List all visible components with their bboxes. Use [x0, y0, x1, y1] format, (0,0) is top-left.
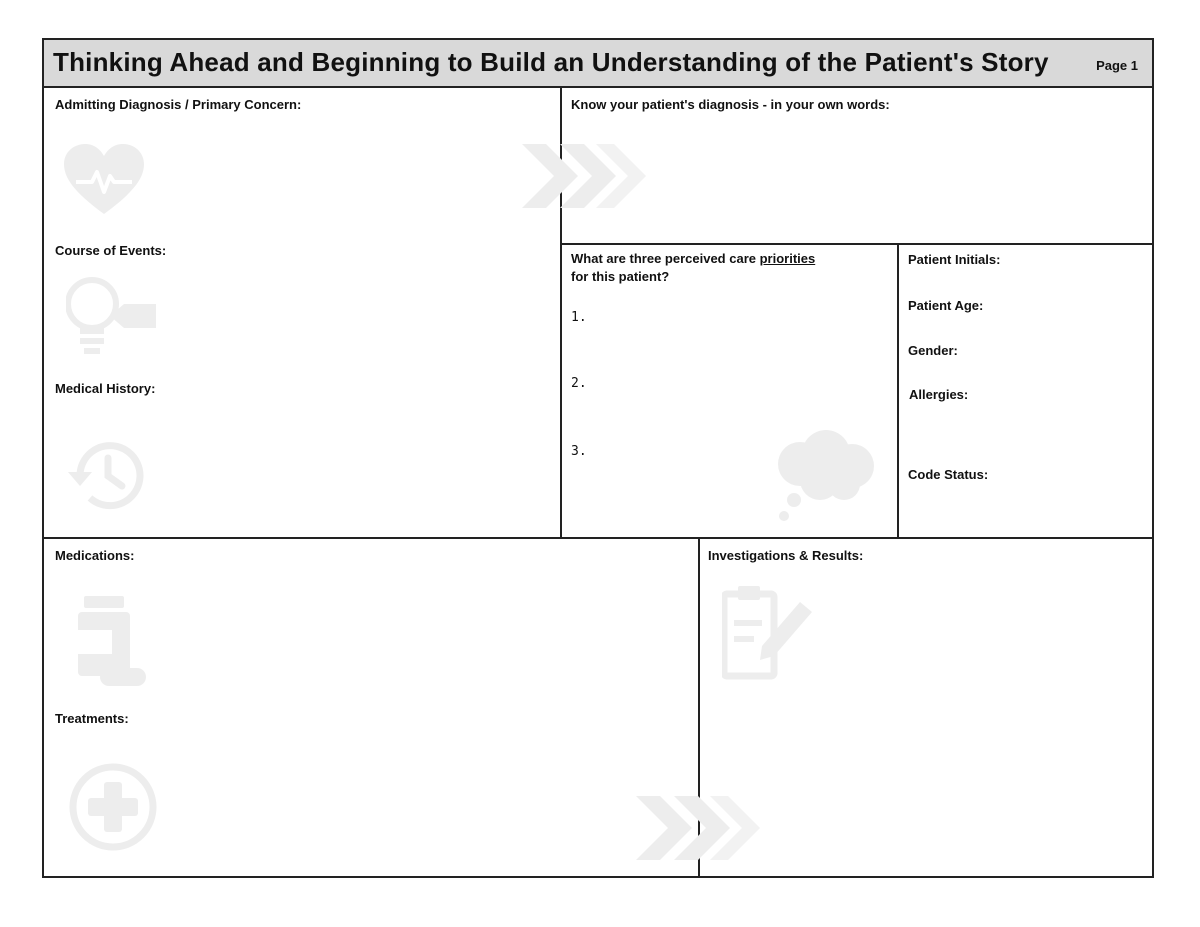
- allergies-label: Allergies:: [909, 387, 969, 402]
- pill-bottle-icon: [78, 596, 150, 690]
- lightbulb-tag-icon: [66, 276, 158, 362]
- patient-age-label: Patient Age:: [908, 298, 984, 313]
- admitting-diagnosis-label: Admitting Diagnosis / Primary Concern:: [55, 97, 302, 112]
- chevrons-right-icon: [636, 796, 762, 860]
- heart-pulse-icon: [64, 144, 144, 216]
- chevrons-right-icon: [522, 144, 648, 208]
- clipboard-pencil-icon: [722, 584, 818, 680]
- know-diagnosis-label: Know your patient's diagnosis - in your own words:: [571, 97, 890, 112]
- divider-h-know: [562, 243, 1152, 245]
- medications-label: Medications:: [55, 548, 135, 563]
- thought-cloud-icon: [772, 428, 880, 528]
- care-priorities-text: What are three perceived care: [571, 251, 760, 266]
- medical-history-label: Medical History:: [55, 381, 156, 396]
- header-bar: [44, 40, 1152, 88]
- divider-h-mid: [44, 537, 1152, 539]
- care-priorities-label: [571, 250, 871, 286]
- priority-number: 2.: [571, 376, 587, 391]
- course-of-events-label: Course of Events:: [55, 243, 167, 258]
- priority-number: 1.: [571, 310, 587, 325]
- patient-initials-label: Patient Initials:: [908, 252, 1001, 267]
- gender-label: Gender:: [908, 343, 958, 358]
- divider-v-info: [897, 245, 899, 539]
- treatments-label: Treatments:: [55, 711, 129, 726]
- page-number: Page 1: [1096, 58, 1138, 73]
- care-priorities-text-2: for this patient?: [571, 269, 670, 284]
- priorities-word: priorities: [759, 251, 816, 266]
- history-clock-icon: [64, 438, 150, 514]
- code-status-label: Code Status:: [908, 467, 989, 482]
- investigations-label: Investigations & Results:: [708, 548, 864, 563]
- medical-cross-icon: [68, 762, 158, 852]
- page-title: Thinking Ahead and Beginning to Build an Understanding of the Patient's Story: [53, 47, 1049, 77]
- priority-number: 3.: [571, 444, 587, 459]
- worksheet-page: [42, 38, 1154, 878]
